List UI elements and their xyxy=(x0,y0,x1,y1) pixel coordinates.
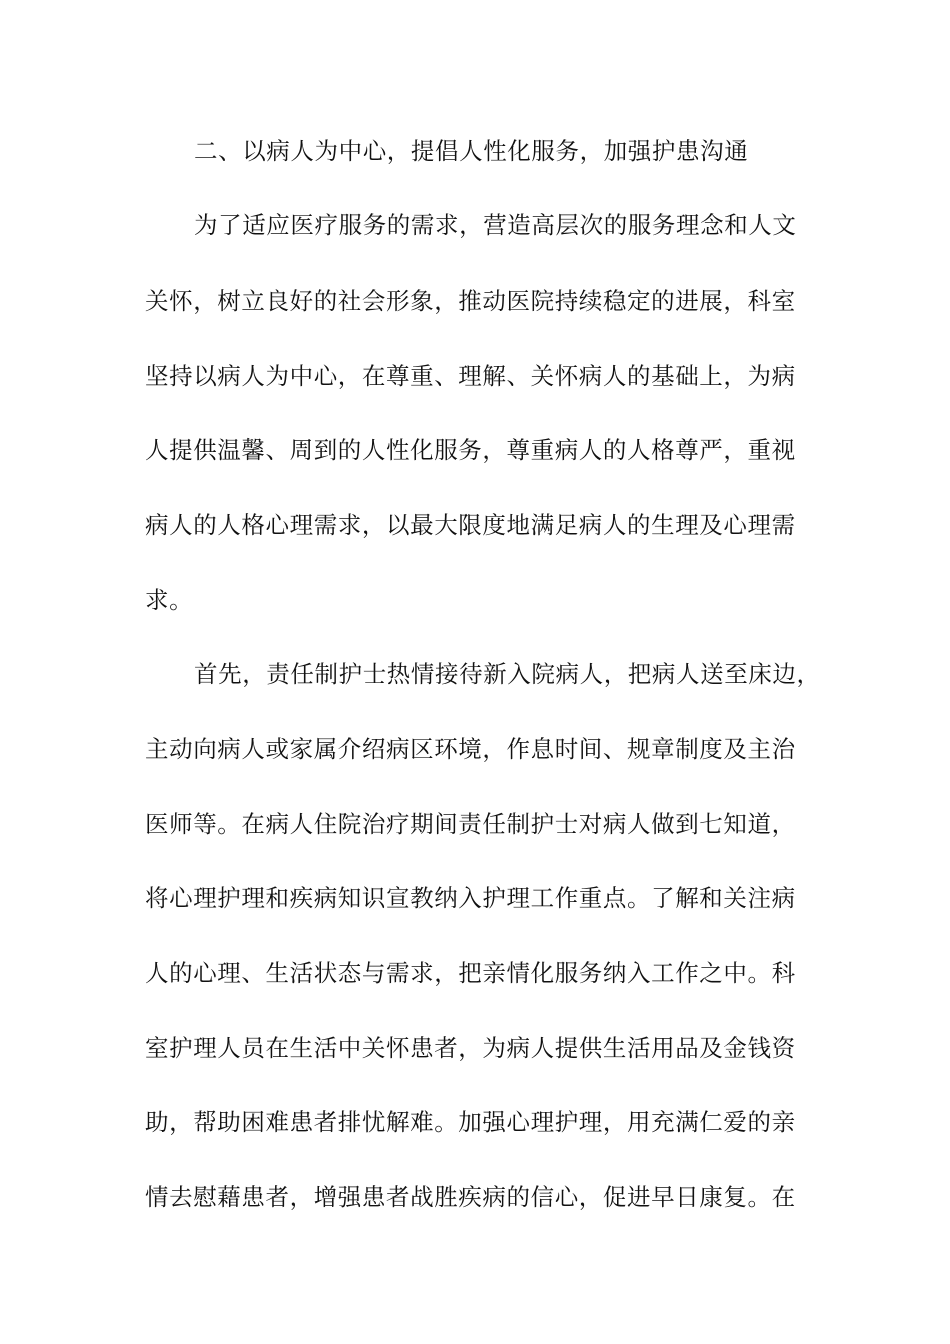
paragraph-line: 助，帮助困难患者排忧解难。加强心理护理，用充满仁爱的亲 xyxy=(145,1108,796,1136)
paragraph-line: 坚持以病人为中心，在尊重、理解、关怀病人的基础上，为病 xyxy=(145,362,796,390)
paragraph-line: 将心理护理和疾病知识宣教纳入护理工作重点。了解和关注病 xyxy=(145,884,796,912)
paragraph-line: 病人的人格心理需求，以最大限度地满足病人的生理及心理需 xyxy=(145,511,796,539)
paragraph-line: 主动向病人或家属介绍病区环境，作息时间、规章制度及主治 xyxy=(145,735,796,763)
paragraph-line: 医师等。在病人住院治疗期间责任制护士对病人做到七知道， xyxy=(145,810,796,838)
paragraph-line: 室护理人员在生活中关怀患者，为病人提供生活用品及金钱资 xyxy=(145,1034,796,1062)
paragraph-line: 求。 xyxy=(145,586,194,614)
paragraph-line: 为了适应医疗服务的需求，营造高层次的服务理念和人文 xyxy=(194,211,797,239)
paragraph-line: 人提供温馨、周到的人性化服务，尊重病人的人格尊严，重视 xyxy=(145,436,796,464)
paragraph-line: 情去慰藉患者，增强患者战胜疾病的信心，促进早日康复。在 xyxy=(145,1183,796,1211)
paragraph-line: 人的心理、生活状态与需求，把亲情化服务纳入工作之中。科 xyxy=(145,959,796,987)
paragraph-line: 关怀，树立良好的社会形象，推动医院持续稳定的进展，科室 xyxy=(145,287,796,315)
section-heading: 二、以病人为中心，提倡人性化服务，加强护患沟通 xyxy=(194,137,749,165)
paragraph-line: 首先，责任制护士热情接待新入院病人，把病人送至床边， xyxy=(194,660,821,688)
